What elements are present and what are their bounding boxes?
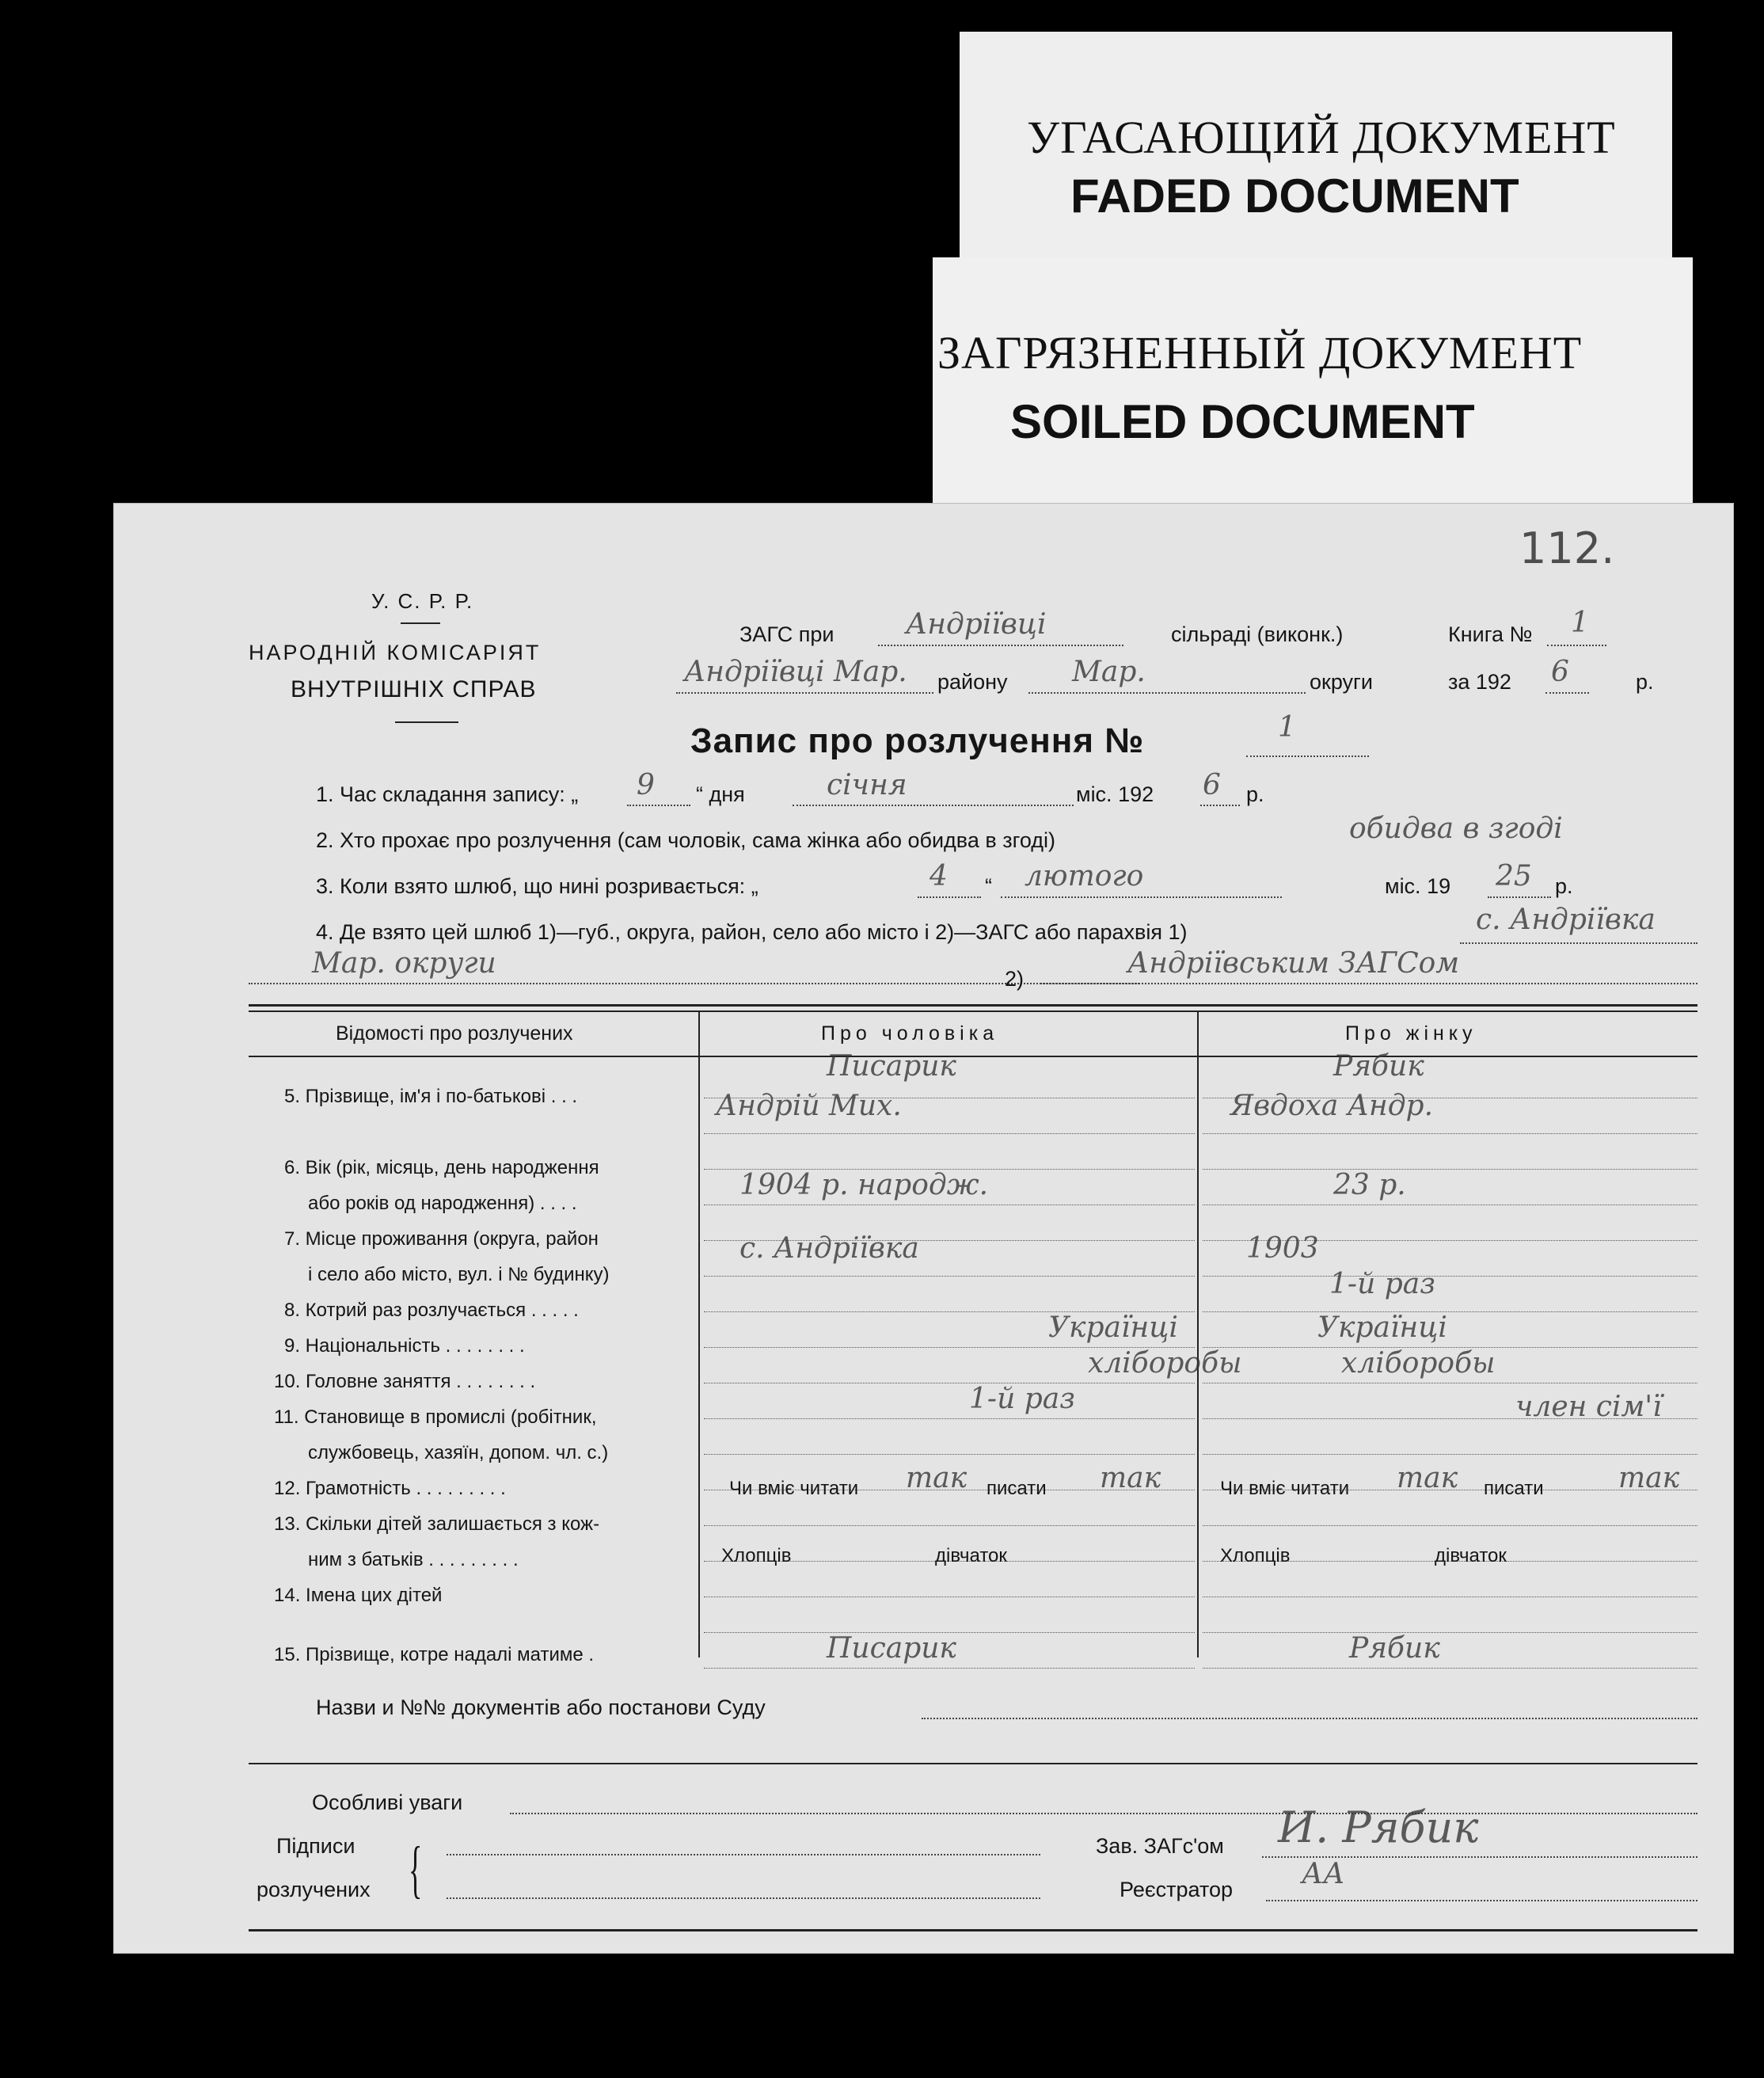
form-title: Запис про розлучення № <box>690 721 1145 760</box>
divider <box>395 721 458 723</box>
divorce-record-form: 112. У. С. Р. Р. НАРОДНІЙ КОМІСАРІЯТ ВНУТРІШНІХ СПРАВ ЗАГС при Андріївці сільраді (виконк.) Книга № 1 Андріївці Мар. району Мар. округи за 192 6 р. Запис про розлучення № 1 1. Час складання запису: „ 9 “ дня січня міс. 192 6 р. 2. Хто прохає про розлучення (сам чоловік, сама жінка або обидва в згоді) обидва в згоді 3. Коли взято шлюб, що нині розривається: „ 4 “ лютого міс. 19 25 р. 4. Де взято цей шлюб 1)—губ., округа, район, село або місто і 2)—ЗАГС або парахвія 1) с. Андріївка Мар. округи 2) Андріївським ЗАГСом Відомості про розлучених Про чоловіка Про жінку 5. Прізвище, ім'я і по-батькові . . . 6. Вік (рік, місяць, день народження або років од народження) . . . . 7. Місце проживання (округа, район і село або місто, вул. і № будинку) 8. Котрий раз розлучається . . . . . 9. Національність . . . . . . . . 10. Головне заняття . . . . . . . . 11. Становище в промислі (робітник, службовець, хазяїн, допом. чл. с.) 12. Грамотність . . . . . . . . . 13. Скільки дітей залишається з кож- ним з батьків . . . . . . . . . 14. Імена цих дітей 15. Прізвище, котре надалі матиме . Чи вміє читати писати Чи вміє читати писати Хлопців дівчаток Хлопців дівчаток Писарик Андрій Мих. 1904 р. народж. с. Андріївка Українці хліборобы 1-й раз так так Писарик Рябик Явдоха Андр. 23 р. 1903 1-й раз Українці хліборобы член сім'ї так так Рябик Назви и №№ документів або постанови Суду Особливі уваги Підписи розлучених { Зав. ЗАГс'ом И. Рябик Реєстратор АА <box>113 503 1734 1954</box>
item2-value: обидва в згоді <box>1349 813 1563 845</box>
item1-year: 6 <box>1203 769 1221 801</box>
documents-label: Назви и №№ документів або постанови Суду <box>316 1696 766 1719</box>
item3-mis: міс. 19 <box>1385 874 1451 898</box>
book-value: 1 <box>1571 607 1589 639</box>
table-ruling-line <box>1203 1454 1697 1455</box>
occupation: хліборобы <box>1088 1347 1242 1380</box>
table-ruling-line <box>1203 1311 1697 1312</box>
bottom-rule <box>249 1929 1697 1931</box>
raion-value: Андріївці Мар. <box>684 656 907 688</box>
item3-month: лютого <box>1025 860 1144 892</box>
wife-read-label: Чи вміє читати <box>1220 1478 1350 1499</box>
item3-label: 3. Коли взято шлюб, що нині розривається: „ <box>316 874 758 898</box>
table-ruling-line <box>1203 1133 1697 1134</box>
zags-field <box>878 645 1123 646</box>
documents-field <box>922 1718 1697 1719</box>
item1-mis: міс. 192 <box>1076 782 1154 806</box>
row8-label: 8. Котрий раз розлучається . . . . . <box>284 1300 579 1321</box>
item1-day: 9 <box>637 769 655 801</box>
husband-boys-label: Хлопців <box>721 1545 792 1566</box>
zags-label: ЗАГС при <box>739 622 834 646</box>
item1-r: р. <box>1246 782 1264 806</box>
husband-write: так <box>1100 1462 1161 1494</box>
wife-residence: 1903 <box>1246 1232 1319 1265</box>
header-rule <box>249 1056 1697 1057</box>
okruha-value: Мар. <box>1072 656 1146 688</box>
item3-year: 25 <box>1496 860 1532 892</box>
year-label: за 192 <box>1448 670 1511 694</box>
husband-new-surname: Писарик <box>827 1632 956 1665</box>
husband-name: Андрій Мих. <box>716 1090 902 1122</box>
commissariat-line1: НАРОДНІЙ КОМІСАРІЯТ <box>249 641 542 664</box>
item4-field1 <box>1460 942 1697 944</box>
row13-label-2: ним з батьків . . . . . . . . . <box>308 1549 519 1570</box>
table-ruling-line <box>704 1276 1195 1277</box>
item1-year-field <box>1200 805 1240 806</box>
table-ruling-line <box>704 1668 1195 1669</box>
row15-label: 15. Прізвище, котре надалі матиме . <box>274 1644 595 1665</box>
row13-label-1: 13. Скільки дітей залишається з кож- <box>274 1513 600 1535</box>
table-top-rule <box>249 1010 1697 1012</box>
wife-times: 1-й раз <box>1329 1268 1435 1300</box>
registrar-label: Реєстратор <box>1120 1878 1234 1901</box>
item3-r: р. <box>1555 874 1573 898</box>
row6-label-1: 6. Вік (рік, місяць, день народження <box>284 1157 599 1178</box>
raion-label: району <box>937 670 1008 694</box>
wife-status: член сім'ї <box>1515 1391 1662 1423</box>
faded-label-en: FADED DOCUMENT <box>1070 169 1519 223</box>
row11-label-2: службовець, хазяїн, допом. чл. с.) <box>308 1442 609 1463</box>
husband-girls-label: дівчаток <box>935 1545 1007 1566</box>
divider <box>401 622 440 624</box>
record-number-field <box>1246 755 1369 757</box>
year-value: 6 <box>1551 656 1569 688</box>
table-ruling-line <box>1203 1632 1697 1633</box>
commissariat-line2: ВНУТРІШНІХ СПРАВ <box>291 676 537 702</box>
signatures-label-1: Підписи <box>276 1834 355 1858</box>
item3-year-field <box>1488 896 1551 898</box>
item4-okruha: Мар. округи <box>312 947 496 980</box>
row11-label-1: 11. Становище в промислі (робітник, <box>274 1406 597 1428</box>
item3-quote: “ <box>985 874 992 898</box>
wife-new-surname: Рябик <box>1349 1632 1440 1665</box>
wife-occupation: хліборобы <box>1341 1347 1496 1380</box>
item1-dnia: “ дня <box>696 782 745 806</box>
table-ruling-line <box>704 1418 1195 1419</box>
silrada-label: сільраді (виконк.) <box>1171 622 1344 646</box>
wife-age: 23 р. <box>1333 1169 1406 1201</box>
table-ruling-line <box>1203 1668 1697 1669</box>
row7-label-2: і село або місто, вул. і № будинку) <box>308 1264 610 1285</box>
table-ruling-line <box>1203 1276 1697 1277</box>
page-number: 112. <box>1519 523 1615 573</box>
item1-month: січня <box>827 769 907 801</box>
faded-label-ru: УГАСАЮЩИЙ ДОКУМЕНТ <box>1027 112 1616 163</box>
raion-field <box>676 692 933 694</box>
wife-name: Явдоха Андр. <box>1230 1090 1434 1122</box>
row9-label: 9. Національність . . . . . . . . <box>284 1335 525 1357</box>
zags-value: Андріївці <box>906 608 1047 641</box>
registrar-field <box>1266 1900 1697 1901</box>
book-field <box>1547 645 1606 646</box>
item2-label: 2. Хто прохає про розлучення (сам чоловік, сама жінка або обидва в згоді) <box>316 828 1055 852</box>
husband-write-label: писати <box>987 1478 1047 1499</box>
year-suffix: р. <box>1636 670 1654 694</box>
husband-read: так <box>906 1462 968 1494</box>
signature-field-2 <box>447 1897 1040 1899</box>
table-top-rule <box>249 1004 1697 1007</box>
row14-label: 14. Імена цих дітей <box>274 1585 443 1606</box>
husband-times: 1-й раз <box>969 1383 1075 1415</box>
husband-residence: с. Андріївка <box>739 1232 919 1265</box>
head-signature: И. Рябик <box>1278 1802 1479 1852</box>
col-header-info: Відомості про розлучених <box>336 1022 573 1045</box>
column-divider <box>698 1012 700 1657</box>
item4-field2 <box>1036 983 1697 984</box>
signatures-label-2: розлучених <box>257 1878 371 1901</box>
item1-day-field <box>627 805 690 806</box>
item1-label: 1. Час складання запису: „ <box>316 782 579 806</box>
row7-label-1: 7. Місце проживання (округа, район <box>284 1228 599 1250</box>
table-ruling-line <box>704 1525 1195 1526</box>
okruha-field <box>1028 692 1306 694</box>
republic-abbr: У. С. Р. Р. <box>371 589 474 613</box>
remarks-field <box>510 1813 1697 1814</box>
wife-nationality: Українці <box>1317 1311 1447 1344</box>
husband-surname: Писарик <box>827 1050 956 1083</box>
table-ruling-line <box>1203 1169 1697 1170</box>
wife-write-label: писати <box>1484 1478 1544 1499</box>
item4-two: 2) <box>1005 967 1025 991</box>
husband-age: 1904 р. народж. <box>739 1169 989 1201</box>
head-label: Зав. ЗАГс'ом <box>1096 1834 1224 1858</box>
item3-day: 4 <box>930 860 948 892</box>
row5-label: 5. Прізвище, ім'я і по-батькові . . . <box>284 1086 578 1107</box>
table-ruling-line <box>704 1454 1195 1455</box>
husband-read-label: Чи вміє читати <box>729 1478 859 1499</box>
table-ruling-line <box>1203 1525 1697 1526</box>
nationality: Українці <box>1048 1311 1178 1344</box>
soiled-document-label <box>933 257 1693 519</box>
column-divider <box>1197 1012 1199 1657</box>
year-field <box>1545 692 1589 694</box>
footer-rule <box>249 1763 1697 1764</box>
signature-field-1 <box>447 1854 1040 1855</box>
registrar-signature: АА <box>1302 1858 1345 1890</box>
col-header-husband: Про чоловіка <box>821 1022 999 1045</box>
wife-boys-label: Хлопців <box>1220 1545 1291 1566</box>
row12-label: 12. Грамотність . . . . . . . . . <box>274 1478 506 1499</box>
item4-zags: Андріївським ЗАГСом <box>1127 947 1460 980</box>
row6-label-2: або років од народження) . . . . <box>308 1193 577 1214</box>
item3-day-field <box>918 896 981 898</box>
soiled-label-ru: ЗАГРЯЗНЕННЫЙ ДОКУМЕНТ <box>937 327 1583 379</box>
faded-document-label <box>960 32 1672 261</box>
soiled-label-en: SOILED DOCUMENT <box>1010 395 1475 448</box>
item4-label: 4. Де взято цей шлюб 1)—губ., округа, район, село або місто і 2)—ЗАГС або парахвія 1) <box>316 920 1188 944</box>
okruha-label: округи <box>1310 670 1373 694</box>
table-ruling-line <box>704 1133 1195 1134</box>
col-header-wife: Про жінку <box>1345 1022 1477 1045</box>
record-number-value: 1 <box>1278 711 1296 744</box>
wife-surname: Рябик <box>1333 1050 1424 1083</box>
item1-month-field <box>793 805 1074 806</box>
wife-write: так <box>1618 1462 1680 1494</box>
item3-month-field <box>1001 896 1282 898</box>
wife-girls-label: дівчаток <box>1435 1545 1507 1566</box>
row10-label: 10. Головне заняття . . . . . . . . <box>274 1371 536 1392</box>
book-label: Книга № <box>1448 622 1533 646</box>
wife-read: так <box>1397 1462 1458 1494</box>
remarks-label: Особливі уваги <box>312 1791 463 1814</box>
item4-place: с. Андріївка <box>1476 904 1656 936</box>
